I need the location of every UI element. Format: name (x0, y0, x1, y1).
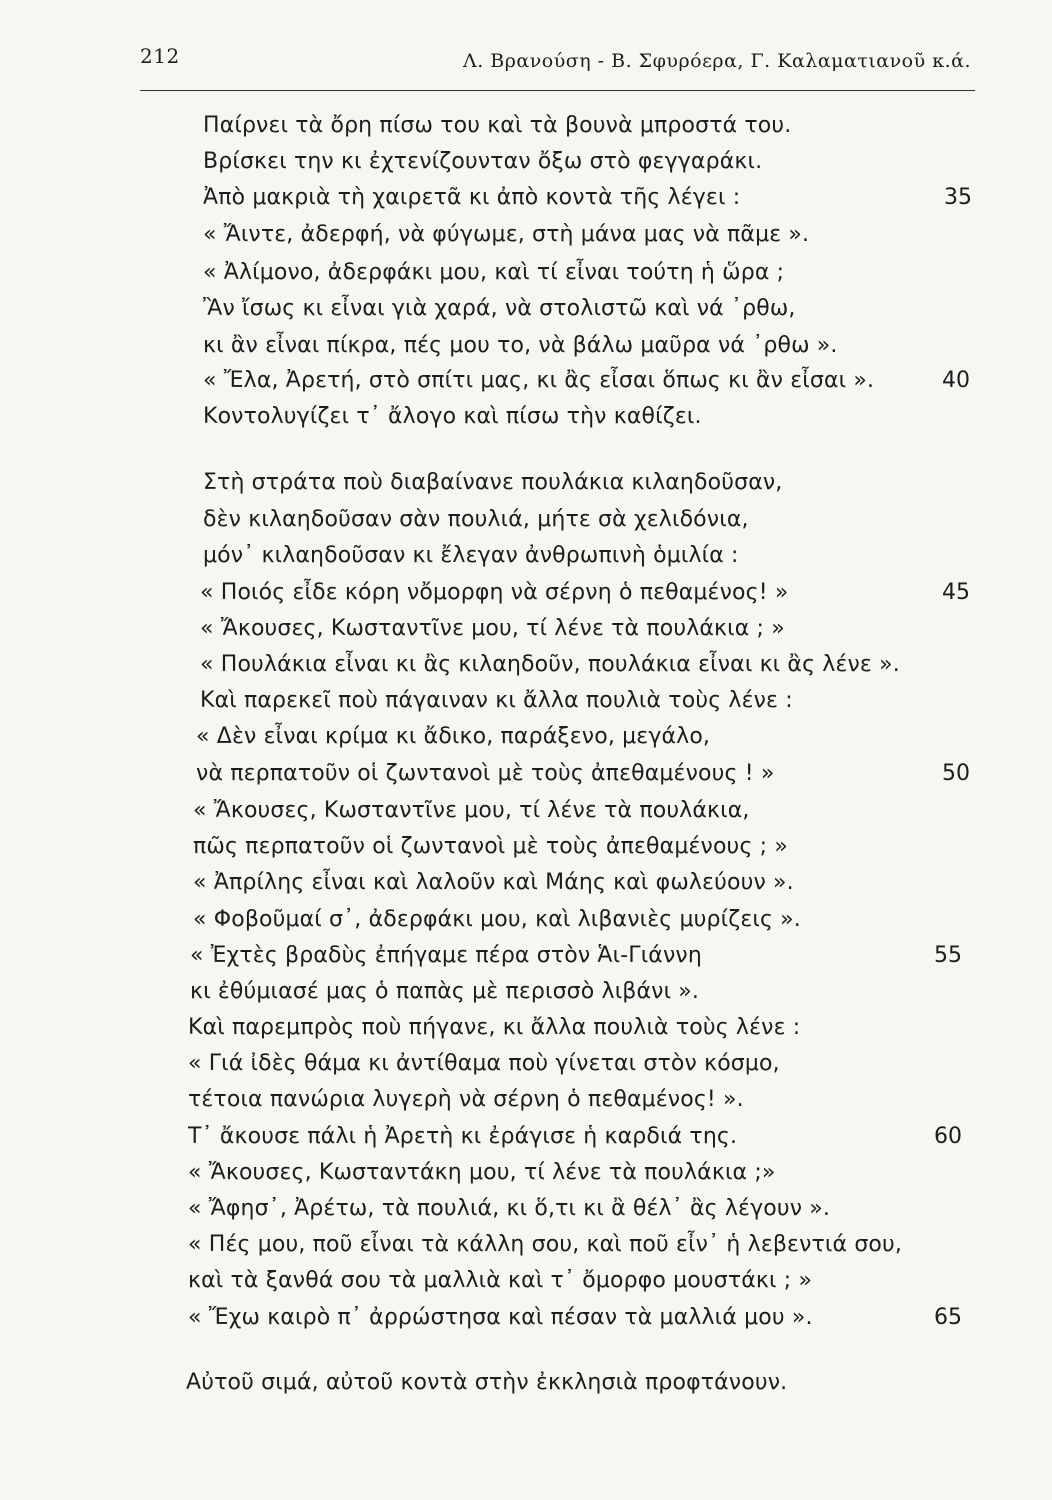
verse-line: « Ἀλίμονο, ἀδερφάκι μου, καὶ τί εἶναι τούτη ἡ ὥρα ; (203, 260, 785, 285)
verse-line: « Ἐχτὲς βραδὺς ἐπήγαμε πέρα στὸν Ἁι-Γιάννη (190, 943, 702, 968)
verse-line: « Ἄκουσες, Κωσταντῖνε μου, τί λένε τὰ πουλάκια, (193, 798, 750, 823)
verse-line: δὲν κιλαηδοῦσαν σὰν πουλιά, μήτε σὰ χελιδόνια, (203, 507, 749, 532)
verse-line: Ἂν ἴσως κι εἶναι γιὰ χαρά, νὰ στολιστῶ καὶ νά ᾿ρθω, (203, 296, 796, 321)
verse-line: Ἀπὸ μακριὰ τὴ χαιρετᾶ κι ἀπὸ κοντὰ τῆς λέγει : (203, 185, 741, 210)
verse-line: καὶ τὰ ξανθά σου τὰ μαλλιὰ καὶ τ᾿ ὄμορφο μουστάκι ; » (188, 1268, 813, 1293)
verse-line: « Ἄφησ᾿, Ἀρέτω, τὰ πουλιά, κι ὅ,τι κι ἂ θέλ᾿ ἂς λέγουν ». (188, 1196, 831, 1221)
verse-line: Τ᾿ ἄκουσε πάλι ἡ Ἀρετὴ κι ἐράγισε ἡ καρδιά της. (188, 1124, 738, 1149)
verse-line: « Ποιός εἶδε κόρη νὄμορφη νὰ σέρνη ὁ πεθαμένος! » (200, 580, 789, 605)
verse-line: « Ἔλα, Ἀρετή, στὸ σπίτι μας, κι ἂς εἶσαι ὅπως κι ἂν εἶσαι ». (203, 368, 875, 393)
verse-line: « Ἄκουσες, Κωσταντῖνε μου, τί λένε τὰ πουλάκια ; » (200, 616, 785, 641)
line-number: 50 (942, 761, 970, 786)
verse-line: « Πουλάκια εἶναι κι ἂς κιλαηδοῦν, πουλάκια εἶναι κι ἂς λένε ». (200, 652, 900, 677)
verse-line: Καὶ παρεκεῖ ποὺ πάγαιναν κι ἄλλα πουλιὰ τοὺς λένε : (200, 688, 793, 713)
verse-line: Βρίσκει την κι ἐχτενίζουνταν ὄξω στὸ φεγγαράκι. (203, 149, 763, 174)
line-number: 45 (942, 580, 970, 605)
verse-line: « Φοβοῦμαί σ᾿, ἀδερφάκι μου, καὶ λιβανιὲς μυρίζεις ». (193, 907, 801, 932)
verse-line: « Ἄιντε, ἀδερφή, νὰ φύγωμε, στὴ μάνα μας νὰ πᾶμε ». (203, 222, 810, 247)
line-number: 35 (944, 185, 972, 210)
verse-line: « Δὲν εἶναι κρίμα κι ἄδικο, παράξενο, μεγάλο, (196, 724, 711, 749)
verse-line: πῶς περπατοῦν οἱ ζωντανοὶ μὲ τοὺς ἀπεθαμένους ; » (193, 834, 788, 859)
verse-line: Στὴ στράτα ποὺ διαβαίνανε πουλάκια κιλαηδοῦσαν, (203, 470, 783, 495)
verse-line: τέτοια πανώρια λυγερὴ νὰ σέρνη ὁ πεθαμένος! ». (188, 1087, 744, 1112)
verse-line: « Ἄκουσες, Κωσταντάκη μου, τί λένε τὰ πουλάκια ;» (188, 1160, 776, 1185)
verse-line: κι ἐθύμιασέ μας ὁ παπὰς μὲ περισσὸ λιβάνι ». (190, 979, 700, 1004)
line-number: 65 (934, 1305, 962, 1330)
verse-line: νὰ περπατοῦν οἱ ζωντανοὶ μὲ τοὺς ἀπεθαμένους ! » (196, 761, 775, 786)
page-number: 212 (140, 44, 180, 68)
verse-line: Καὶ παρεμπρὸς ποὺ πήγανε, κι ἄλλα πουλιὰ τοὺς λένε : (188, 1015, 801, 1040)
line-number: 55 (934, 943, 962, 968)
running-title: Λ. Βρανούση - Β. Σφυρόερα, Γ. Καλαματιανοῦ κ.ά. (462, 50, 971, 72)
line-number: 60 (934, 1124, 962, 1149)
line-number: 40 (942, 368, 970, 393)
verse-line: μόν᾿ κιλαηδοῦσαν κι ἔλεγαν ἀνθρωπινὴ ὁμιλία : (203, 543, 739, 568)
verse-line: κι ἂν εἶναι πίκρα, πές μου το, νὰ βάλω μαῦρα νά ᾿ρθω ». (203, 333, 838, 358)
verse-line: Παίρνει τὰ ὄρη πίσω του καὶ τὰ βουνὰ μπροστά του. (203, 113, 792, 138)
verse-line: Αὐτοῦ σιμά, αὐτοῦ κοντὰ στὴν ἐκκλησιὰ προφτάνουν. (186, 1370, 788, 1395)
verse-line: « Γιά ἰδὲς θάμα κι ἀντίθαμα ποὺ γίνεται στὸν κόσμο, (188, 1051, 780, 1076)
page-header (140, 40, 975, 91)
verse-line: « Ἀπρίλης εἶναι καὶ λαλοῦν καὶ Μάης καὶ φωλεύουν ». (193, 870, 794, 895)
verse-line: Κοντολυγίζει τ᾿ ἄλογο καὶ πίσω τὴν καθίζει. (203, 404, 702, 429)
verse-line: « Ἔχω καιρὸ π᾿ ἀρρώστησα καὶ πέσαν τὰ μαλλιά μου ». (188, 1305, 813, 1330)
verse-line: « Πές μου, ποῦ εἶναι τὰ κάλλη σου, καὶ ποῦ εἶν᾿ ἡ λεβεντιά σου, (188, 1232, 903, 1257)
